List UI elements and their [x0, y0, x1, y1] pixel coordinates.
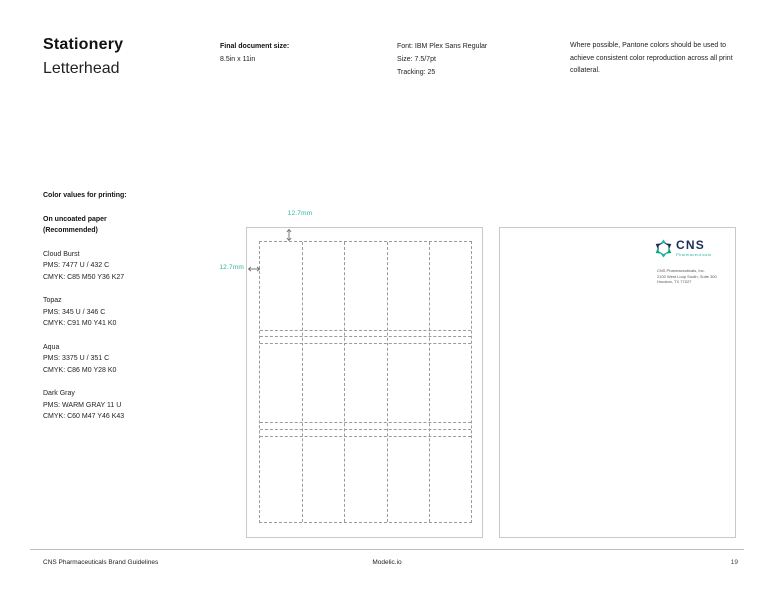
- column-guide-line: [344, 242, 345, 522]
- letterhead-preview-page: [499, 227, 736, 538]
- address-line: CNS Pharmaceuticals, Inc.: [657, 268, 705, 273]
- footer-brand-text: CNS Pharmaceuticals Brand Guidelines: [43, 559, 159, 566]
- baseline-guide-line: [260, 330, 471, 331]
- cns-logo-subtext: Pharmaceuticals: [676, 252, 712, 257]
- baseline-guide-line: [260, 343, 471, 344]
- swatch-name: Topaz: [43, 297, 62, 304]
- cns-logo-icon: [654, 239, 673, 258]
- swatch-pms: PMS: 3375 U / 351 C: [43, 355, 110, 362]
- doc-size-value: 8.5in x 11in: [220, 56, 256, 63]
- swatch-topaz: [43, 295, 223, 330]
- baseline-guide-line: [260, 429, 471, 430]
- font-spec-block: [397, 40, 487, 79]
- letterhead-address: [657, 268, 717, 285]
- swatch-cloud-burst: [43, 249, 223, 284]
- swatch-pms: PMS: 345 U / 346 C: [43, 308, 106, 316]
- column-guide-line: [387, 242, 388, 522]
- margin-guide-box: [259, 241, 472, 523]
- baseline-guide-line: [260, 436, 471, 437]
- paper-type-line: (Recommended): [43, 227, 98, 234]
- paper-type-line: On uncoated paper: [43, 215, 107, 223]
- doc-size-label: Final document size:: [220, 43, 290, 50]
- cns-logo-text: CNS: [676, 238, 705, 252]
- margin-top-arrow-icon: [283, 228, 295, 242]
- letterhead-grid-page: [246, 227, 483, 538]
- swatch-name: Aqua: [43, 343, 60, 351]
- page-subtitle: Letterhead: [43, 60, 120, 77]
- swatch-cmyk: CMYK: C86 M0 Y28 K0: [43, 366, 117, 374]
- swatch-dark-gray: [43, 388, 223, 423]
- swatch-pms: PMS: WARM GRAY 11 U: [43, 401, 122, 409]
- font-spec-line: Font: IBM Plex Sans Regular: [397, 43, 488, 50]
- swatch-cmyk: CMYK: C60 M47 Y46 K43: [43, 413, 125, 420]
- baseline-guide-line: [260, 336, 471, 337]
- page-title: Stationery: [43, 36, 124, 53]
- swatch-name: Cloud Burst: [43, 250, 80, 258]
- margin-left-arrow-icon: [247, 263, 261, 275]
- document-size-block: [220, 40, 289, 66]
- color-values-column: [43, 190, 223, 423]
- font-spec-line: Tracking: 25: [397, 69, 436, 76]
- margin-top-label: 12.7mm: [287, 210, 313, 217]
- pantone-note: Where possible, Pantone colors should be used to achieve consistent color reproduction across all print collateral.: [570, 42, 733, 74]
- swatch-cmyk: CMYK: C91 M0 Y41 K0: [43, 320, 117, 327]
- baseline-guide-line: [260, 422, 471, 423]
- address-line: 2100 West Loop South, Suite 300: [657, 273, 717, 279]
- page-heading: [43, 36, 123, 78]
- cns-logo: [654, 239, 712, 258]
- swatch-aqua: [43, 342, 223, 377]
- address-line: Houston, TX 77027: [657, 279, 692, 284]
- footer-divider: [30, 549, 744, 550]
- footer-site-text: Modelic.io: [372, 559, 402, 566]
- swatch-cmyk: CMYK: C85 M50 Y36 K27: [43, 273, 125, 281]
- font-spec-line: Size: 7.5/7pt: [397, 56, 436, 63]
- footer-page-number: 19: [730, 559, 738, 566]
- cns-logo-texts: [676, 239, 712, 257]
- swatch-pms: PMS: 7477 U / 432 C: [43, 262, 110, 269]
- column-guide-line: [429, 242, 430, 522]
- color-values-heading: Color values for printing:: [43, 192, 127, 199]
- column-guide-line: [302, 242, 303, 522]
- margin-left-label: 12.7mm: [219, 264, 244, 271]
- swatch-name: Dark Gray: [43, 390, 75, 397]
